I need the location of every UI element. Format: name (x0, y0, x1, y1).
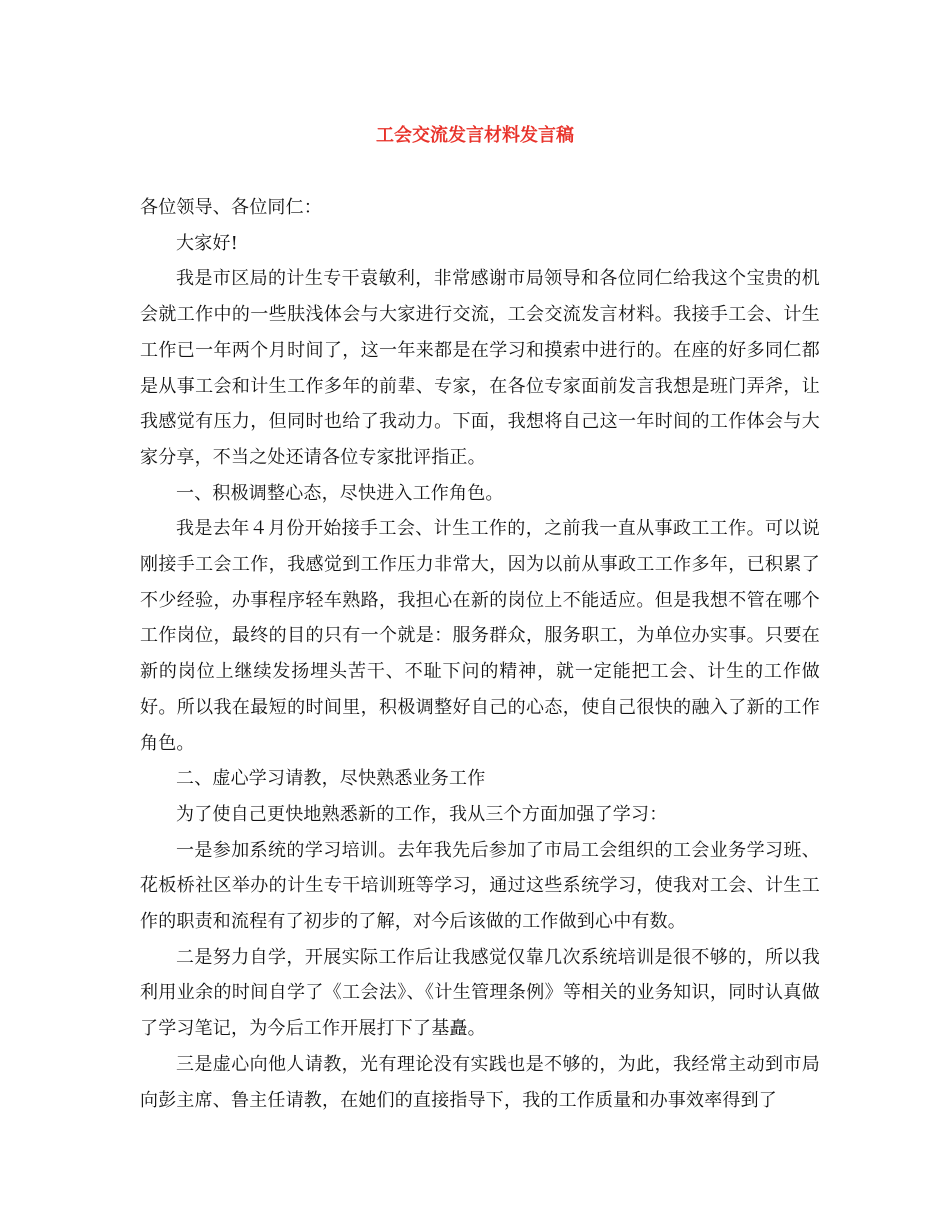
paragraph: 各位领导、各位同仁： (140, 197, 322, 218)
section-heading: 二、虚心学习请教，尽快熟悉业务工作 (176, 768, 486, 790)
section-heading: 一、积极调整心态，尽快进入工作角色。 (176, 482, 504, 504)
paragraph: 二是努力自学，开展实际工作后让我感觉仅靠几次系统培训是很不够的，所以我利用业余的时间自学了《工会法》、《计生管理条例》等相关的业务知识，同时认真做了学习笔记，为今后工作开展打下了基矗。 (140, 946, 820, 1040)
document-title: 工会交流发言材料发言稿 (376, 125, 574, 146)
document-body (140, 190, 820, 1118)
paragraph: 我是市区局的计生专干袁敏利，非常感谢市局领导和各位同仁给我这个宝贵的机会就工作中的一些肤浅体会与大家进行交流，工会交流发言材料。我接手工会、计生工作已一年两个月时间了，这一年来都是在学习和摸索中进行的。在座的好多同仁都是从事工会和计生工作多年的前辈、专家，在各位专家面前发言我想是班门弄斧，让我感觉有压力，但同时也给了我动力。下面，我想将自己这一年时间的工作体会与大家分享，不当之处还请各位专家批评指正。 (140, 268, 820, 468)
paragraph: 一是参加系统的学习培训。去年我先后参加了市局工会组织的工会业务学习班、花板桥社区举办的计生专干培训班等学习，通过这些系统学习，使我对工会、计生工作的职责和流程有了初步的了解，对今后该做的工作做到心中有数。 (140, 839, 820, 933)
paragraph: 为了使自己更快地熟悉新的工作，我从三个方面加强了学习： (176, 803, 668, 825)
paragraph: 三是虚心向他人请教，光有理论没有实践也是不够的，为此，我经常主动到市局向彭主席、鲁主任请教，在她们的直接指导下，我的工作质量和办事效率得到了 (140, 1053, 820, 1111)
paragraph: 大家好! (176, 232, 239, 254)
paragraph: 我是去年４月份开始接手工会、计生工作的，之前我一直从事政工工作。可以说刚接手工会工作，我感觉到工作压力非常大，因为以前从事政工工作多年，已积累了不少经验，办事程序轻车熟路，我担心在新的岗位上不能适应。但是我想不管在哪个工作岗位，最终的目的只有一个就是：服务群众，服务职工，为单位办实事。只要在新的岗位上继续发扬埋头苦干、不耻下问的精神，就一定能把工会、计生的工作做好。所以我在最短的时间里，积极调整好自己的心态，使自己很快的融入了新的工作角色。 (140, 518, 820, 754)
